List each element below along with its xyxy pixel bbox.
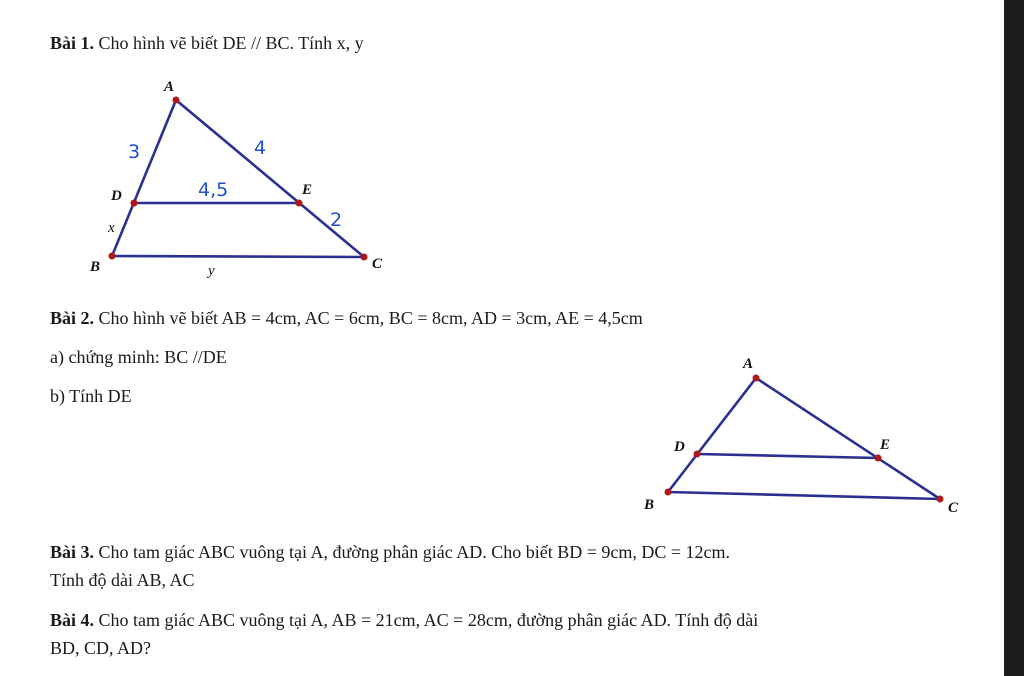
point-B-2 xyxy=(665,489,672,496)
point-E-2 xyxy=(875,455,882,462)
problem-4-number: Bài 4. xyxy=(50,610,95,630)
segment-AC xyxy=(176,100,364,257)
point-C xyxy=(361,254,368,261)
problem-3-line-2: Tính độ dài AB, AC xyxy=(50,570,195,590)
label-C: C xyxy=(372,256,383,272)
label-D: D xyxy=(111,188,122,204)
handwritten-AD-3: 3 xyxy=(128,141,141,163)
point-D xyxy=(131,200,138,207)
problem-3-text: Cho tam giác ABC vuông tại A, đường phân giác AD. Cho biết BD = 9cm, DC = 12cm. xyxy=(98,542,731,562)
problem-4-line-2: BD, CD, AD? xyxy=(50,638,152,658)
segment-AC-2 xyxy=(756,378,940,499)
label-D-2: D xyxy=(674,439,685,455)
segment-BC-2 xyxy=(668,492,940,499)
problem-2-text: Cho hình vẽ biết AB = 4cm, AC = 6cm, BC = 8cm, AD = 3cm, AE = 4,5cm xyxy=(98,308,643,328)
point-E xyxy=(296,200,303,207)
label-B: B xyxy=(90,259,101,275)
label-B-2: B xyxy=(644,497,655,513)
problem-4-text: Cho tam giác ABC vuông tại A, AB = 21cm, AC = 28cm, đường phân giác AD. Tính độ dài xyxy=(98,610,759,630)
point-D-2 xyxy=(694,451,701,458)
problem-1 xyxy=(50,32,364,54)
label-x: x xyxy=(108,220,115,236)
point-A-2 xyxy=(753,375,760,382)
problem-3-line-1 xyxy=(50,541,730,563)
label-E: E xyxy=(302,182,313,198)
label-y: y xyxy=(208,263,215,279)
point-B xyxy=(109,253,116,260)
problem-4-line-1 xyxy=(50,609,758,631)
point-A xyxy=(173,97,180,104)
problem-3-number: Bài 3. xyxy=(50,542,95,562)
label-E-2: E xyxy=(880,437,891,453)
segment-AB-2 xyxy=(668,378,756,492)
handwritten-EC-2: 2 xyxy=(330,209,343,231)
problem-2-part-a: a) chứng minh: BC //DE xyxy=(50,347,227,367)
segment-DE-2 xyxy=(697,454,878,458)
handwritten-AE-4: 4 xyxy=(254,137,267,159)
segment-AB xyxy=(112,100,176,256)
segment-BC xyxy=(112,256,364,257)
problem-2 xyxy=(50,307,643,329)
problem-2-number: Bài 2. xyxy=(50,308,95,328)
problem-2-part-b: b) Tính DE xyxy=(50,386,132,406)
label-A: A xyxy=(164,79,175,95)
problem-1-text: Cho hình vẽ biết DE // BC. Tính x, y xyxy=(98,33,364,53)
handwritten-DE-4-5: 4,5 xyxy=(198,179,229,201)
label-A-2: A xyxy=(743,356,754,372)
label-C-2: C xyxy=(948,500,959,516)
problem-1-number: Bài 1. xyxy=(50,33,95,53)
point-C-2 xyxy=(937,496,944,503)
